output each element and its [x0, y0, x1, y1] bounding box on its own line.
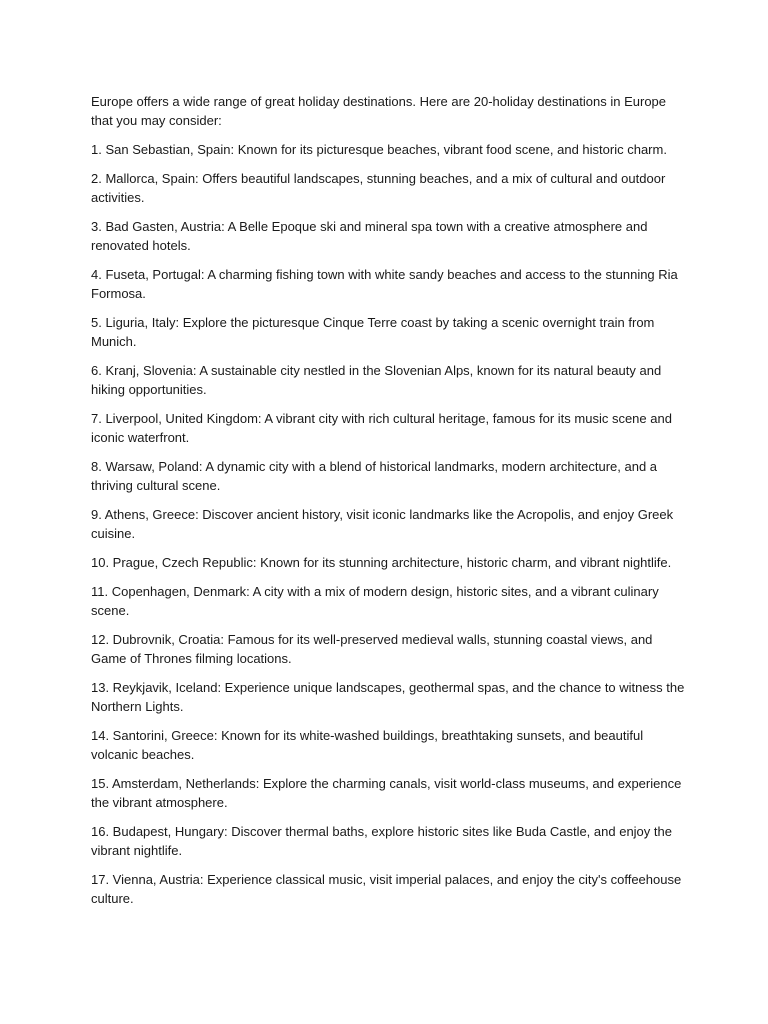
list-item: 14. Santorini, Greece: Known for its white-washed buildings, breathtaking sunsets, and beautiful volcanic beaches. — [91, 728, 644, 762]
list-item: 13. Reykjavik, Iceland: Experience unique landscapes, geothermal spas, and the chance to witness the Northern Lights. — [91, 680, 685, 714]
list-item: 15. Amsterdam, Netherlands: Explore the charming canals, visit world-class museums, and experience the vibrant atmosphere. — [91, 776, 682, 810]
list-item: 1. San Sebastian, Spain: Known for its picturesque beaches, vibrant food scene, and historic charm. — [91, 142, 667, 157]
list-item: 10. Prague, Czech Republic: Known for its stunning architecture, historic charm, and vibrant nightlife. — [91, 555, 672, 570]
destination-list — [91, 140, 687, 908]
list-item: 16. Budapest, Hungary: Discover thermal baths, explore historic sites like Buda Castle, and enjoy the vibrant nightlife. — [91, 824, 672, 858]
intro-paragraph: Europe offers a wide range of great holiday destinations. Here are 20-holiday destinations in Europe that you may consider: — [91, 94, 667, 128]
list-item: 6. Kranj, Slovenia: A sustainable city nestled in the Slovenian Alps, known for its natural beauty and hiking opportunities. — [91, 363, 662, 397]
list-item: 3. Bad Gasten, Austria: A Belle Epoque ski and mineral spa town with a creative atmosphere and renovated hotels. — [91, 219, 648, 253]
list-item: 2. Mallorca, Spain: Offers beautiful landscapes, stunning beaches, and a mix of cultural and outdoor activities. — [91, 171, 666, 205]
list-item: 4. Fuseta, Portugal: A charming fishing town with white sandy beaches and access to the stunning Ria Formosa. — [91, 267, 678, 301]
list-item: 5. Liguria, Italy: Explore the picturesque Cinque Terre coast by taking a scenic overnight train from Munich. — [91, 315, 655, 349]
list-item: 9. Athens, Greece: Discover ancient history, visit iconic landmarks like the Acropolis, and enjoy Greek cuisine. — [91, 507, 674, 541]
list-item: 12. Dubrovnik, Croatia: Famous for its well-preserved medieval walls, stunning coastal views, and Game of Thrones filming locations. — [91, 632, 653, 666]
list-item: 11. Copenhagen, Denmark: A city with a mix of modern design, historic sites, and a vibrant culinary scene. — [91, 584, 659, 618]
document-body — [91, 92, 687, 918]
list-item: 8. Warsaw, Poland: A dynamic city with a blend of historical landmarks, modern architecture, and a thriving cultural scene. — [91, 459, 658, 493]
list-item: 7. Liverpool, United Kingdom: A vibrant city with rich cultural heritage, famous for its music scene and iconic waterfront. — [91, 411, 672, 445]
list-item: 17. Vienna, Austria: Experience classical music, visit imperial palaces, and enjoy the city's coffeehouse culture. — [91, 872, 682, 906]
